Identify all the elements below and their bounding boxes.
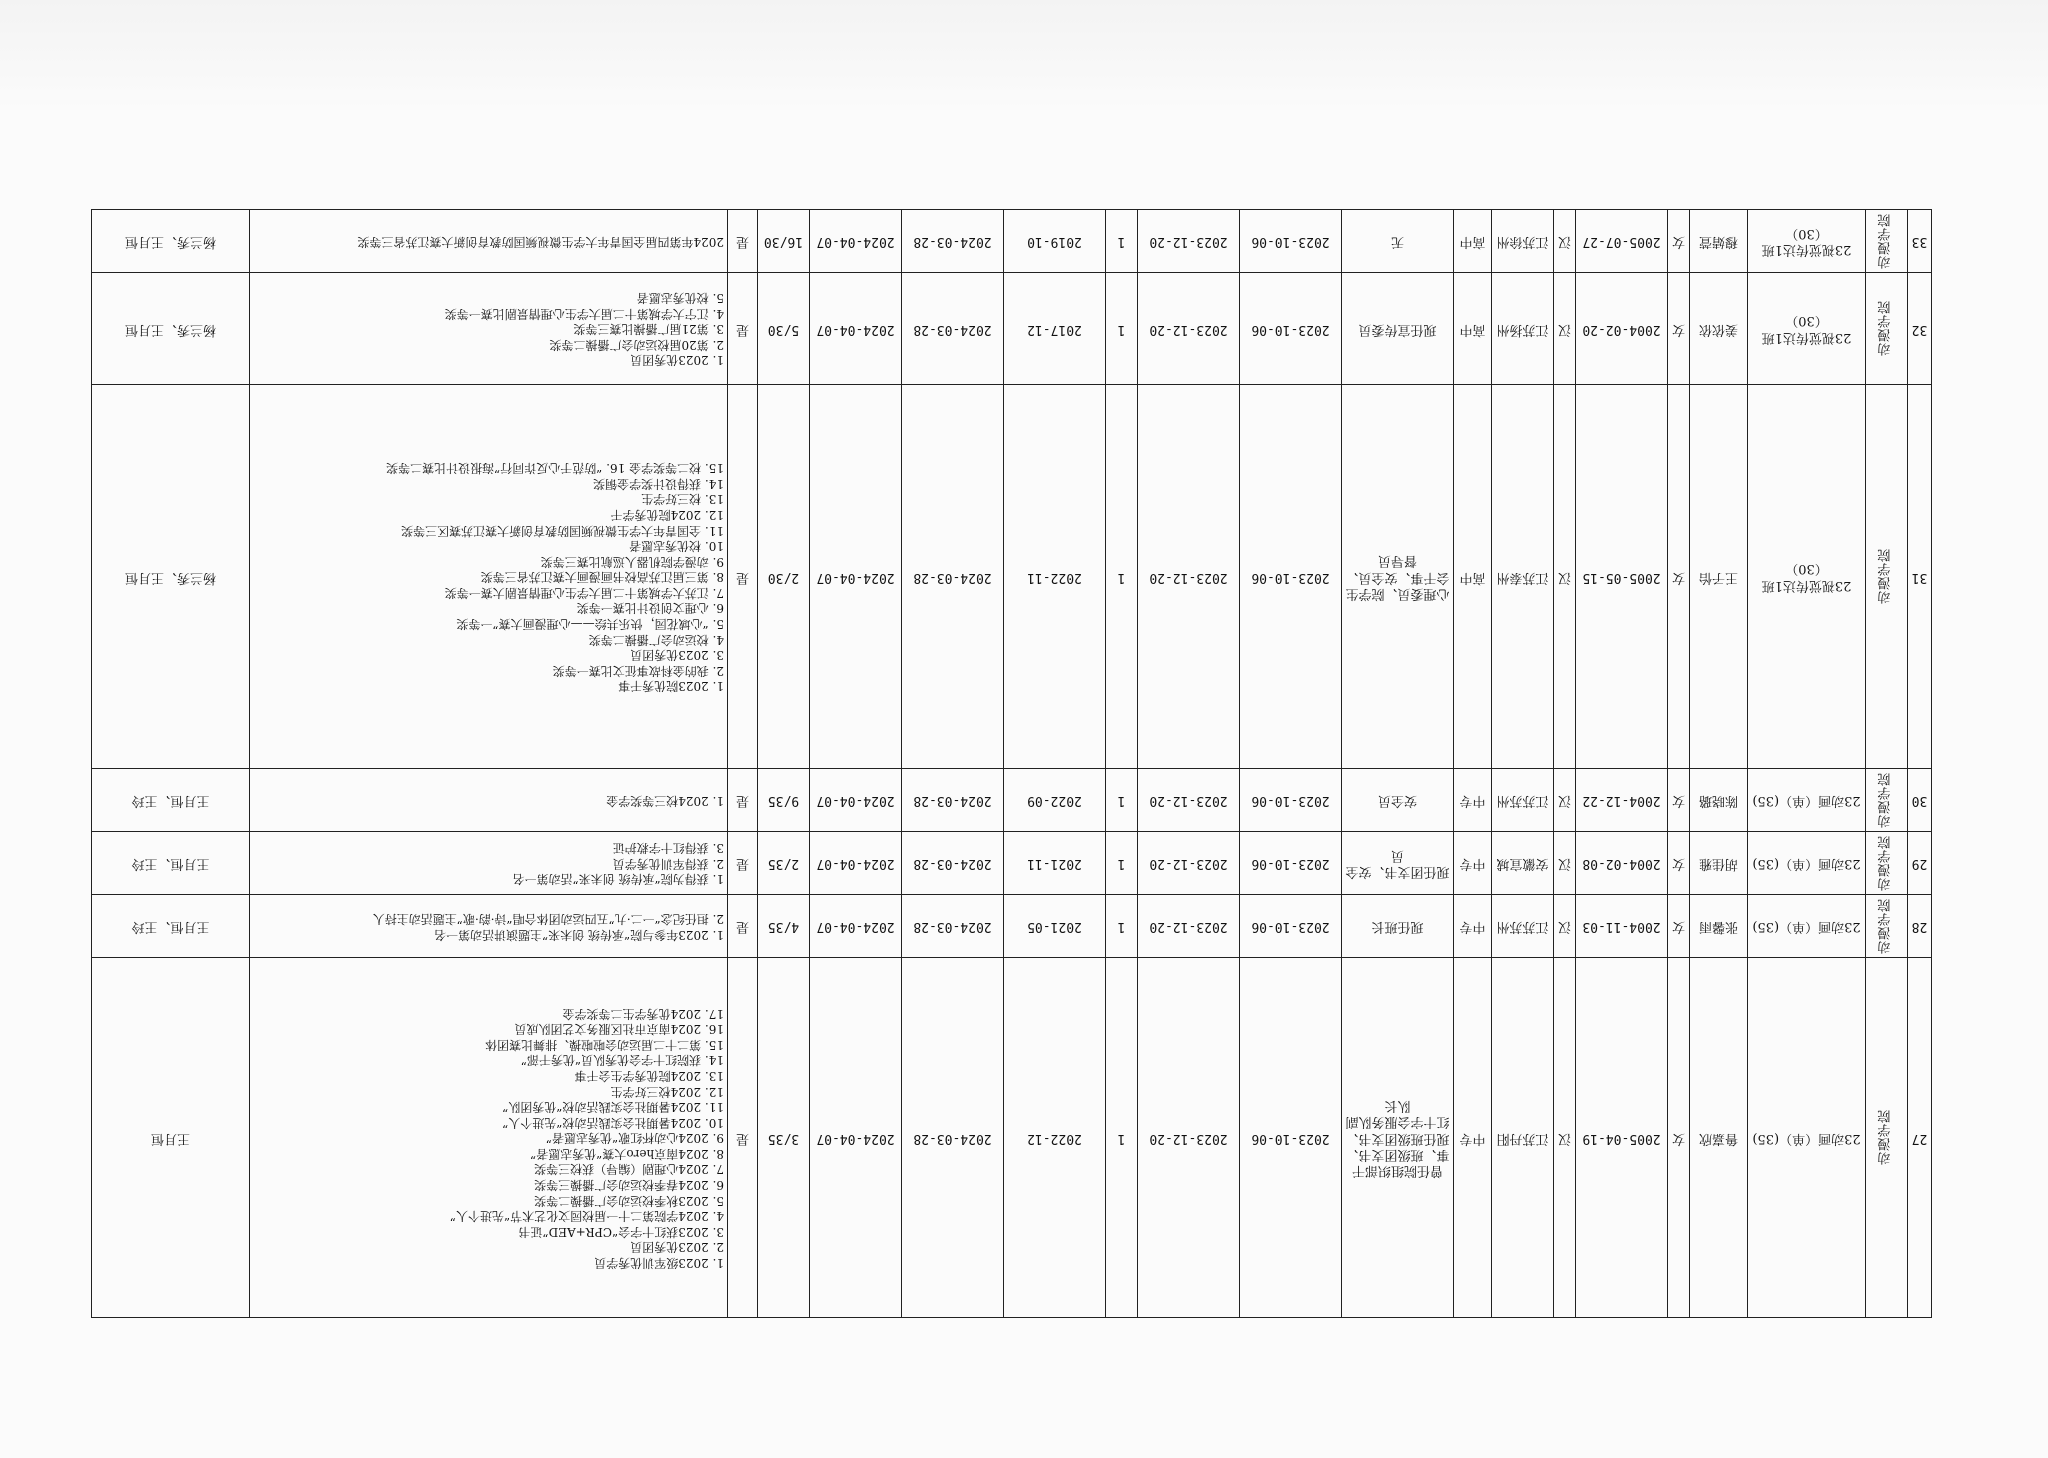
- apply-date-cell: 2023-10-06: [1240, 832, 1342, 895]
- ethnic-cell: 汉: [1554, 273, 1576, 385]
- award-item: 2. 担任纪念“一二·九”五四运动团体合唱“诗·韵·歌”主题活动主持人: [372, 912, 724, 926]
- apply-date-cell: 2023-10-06: [1240, 273, 1342, 385]
- origin-cell: 安徽宣城: [1492, 832, 1554, 895]
- league-date-cell: 2021-05: [1004, 895, 1106, 958]
- awards-cell: [250, 769, 728, 832]
- awards-cell: [250, 273, 728, 385]
- league-date-cell: 2022-12: [1004, 958, 1106, 1318]
- post-cell: 现任班长: [1342, 895, 1454, 958]
- award-item: 2. 我的金科故事征文比赛一等奖: [552, 663, 724, 678]
- award-item: 5. 校优秀志愿者: [636, 291, 724, 306]
- rank-cell: 3/35: [758, 958, 810, 1318]
- award-item: 13. 校三好学生: [641, 492, 724, 507]
- birth-date-cell: 2005-05-15: [1576, 385, 1668, 769]
- ethnic-cell: 汉: [1554, 769, 1576, 832]
- rotated-table-wrapper: [92, 210, 1932, 1318]
- name-cell: 陈晓璐: [1690, 769, 1748, 832]
- recommender-cell: 杨兰秀、王月恒: [92, 385, 250, 769]
- class-cell: 23视觉传达1班（30）: [1748, 210, 1866, 273]
- gender-cell: 女: [1668, 273, 1690, 385]
- recommender-cell: 杨兰秀、王月恒: [92, 210, 250, 273]
- recommend-date-cell: 2024-04-07: [810, 958, 902, 1318]
- class-cell: 23动画（单）(35): [1748, 895, 1866, 958]
- award-item: 1. 2023优秀团员: [630, 353, 724, 368]
- education-cell: 中专: [1454, 958, 1492, 1318]
- pass-cell: 是: [728, 273, 758, 385]
- post-cell: 无: [1342, 210, 1454, 273]
- training-cell: 1: [1106, 385, 1138, 769]
- pass-cell: 是: [728, 385, 758, 769]
- table-row: [92, 210, 1932, 273]
- award-item: 17. 2024优秀学生二等奖学金: [562, 1006, 724, 1021]
- award-item: 11. 全国青年大学生微视频国防教育创新大赛江苏赛区三等奖: [401, 523, 724, 538]
- gender-cell: 女: [1668, 210, 1690, 273]
- college-cell: 动漫学院: [1866, 895, 1908, 958]
- award-item: 6. 心理文创设计比赛一等奖: [576, 601, 724, 616]
- apply-date-cell: 2023-10-06: [1240, 895, 1342, 958]
- activist-date-cell: 2023-12-20: [1138, 958, 1240, 1318]
- rank-cell: 2/30: [758, 385, 810, 769]
- award-item: 2. 获得军训优秀学员: [612, 856, 724, 871]
- training-cell: 1: [1106, 769, 1138, 832]
- recommender-cell: 王月恒: [92, 958, 250, 1318]
- awards-cell: [250, 958, 728, 1318]
- award-item: 2. 第20届校运动会广播操二等奖: [549, 337, 724, 352]
- gender-cell: 女: [1668, 832, 1690, 895]
- no-cell: 31: [1908, 385, 1932, 769]
- rank-cell: 2/35: [758, 832, 810, 895]
- college-cell: 动漫学院: [1866, 832, 1908, 895]
- rank-cell: 9/35: [758, 769, 810, 832]
- class-cell: 23动画（单）(35): [1748, 769, 1866, 832]
- activist-date-cell: 2023-12-20: [1138, 769, 1240, 832]
- award-item: 1. 2023年参与院“承传统 创未来”主题演讲活动第一名: [434, 927, 724, 942]
- origin-cell: 江苏泰州: [1492, 385, 1554, 769]
- college-cell: 动漫学院: [1866, 273, 1908, 385]
- birth-date-cell: 2004-12-22: [1576, 769, 1668, 832]
- award-item: 3. 第21届广播操比赛三等奖: [573, 322, 724, 337]
- education-cell: 中专: [1454, 769, 1492, 832]
- pass-cell: 是: [728, 832, 758, 895]
- recommender-cell: 王月恒、王玲: [92, 895, 250, 958]
- college-cell: 动漫学院: [1866, 385, 1908, 769]
- awards-cell: [250, 385, 728, 769]
- ethnic-cell: 汉: [1554, 895, 1576, 958]
- training-cell: 1: [1106, 210, 1138, 273]
- gender-cell: 女: [1668, 769, 1690, 832]
- award-item: 3. 获得红十字救护证: [612, 841, 724, 856]
- awards-cell: [250, 210, 728, 273]
- table-row: [92, 273, 1932, 385]
- no-cell: 33: [1908, 210, 1932, 273]
- rank-cell: 5/30: [758, 273, 810, 385]
- recommend-date-cell: 2024-04-07: [810, 832, 902, 895]
- award-item: 9. 2024心动杯红歌“优秀志愿者”: [545, 1131, 724, 1146]
- gender-cell: 女: [1668, 958, 1690, 1318]
- post-cell: 安全员: [1342, 769, 1454, 832]
- college-cell: 动漫学院: [1866, 769, 1908, 832]
- award-item: 11. 2024暑期社会实践活动校“优秀团队”: [502, 1100, 724, 1115]
- award-item: 12. 2024校三好学生: [610, 1084, 724, 1099]
- name-cell: 王子怡: [1690, 385, 1748, 769]
- activist-date-cell: 2023-12-20: [1138, 832, 1240, 895]
- award-item: 7. 2024心理剧（编导）获校三等奖: [534, 1162, 724, 1177]
- review-date-cell: 2024-03-28: [902, 895, 1004, 958]
- education-cell: 高中: [1454, 385, 1492, 769]
- award-item: 3. 2023获红十字会“CPR+AED”证书: [518, 1224, 724, 1239]
- award-item: 10. 校优秀志愿者: [629, 539, 724, 554]
- name-cell: 胡佳雅: [1690, 832, 1748, 895]
- award-item: 14. 获院红十字会优秀队员“优秀干部”: [520, 1053, 724, 1068]
- ethnic-cell: 汉: [1554, 832, 1576, 895]
- recommender-cell: 王月恒、王玲: [92, 769, 250, 832]
- recommend-date-cell: 2024-04-07: [810, 273, 902, 385]
- table-row: [92, 385, 1932, 769]
- recommender-cell: 王月恒、王玲: [92, 832, 250, 895]
- birth-date-cell: 2004-02-08: [1576, 832, 1668, 895]
- origin-cell: 江苏苏州: [1492, 895, 1554, 958]
- award-item: 15. 校二等奖学金 16. “防范于心反诈同行”海报设计比赛二等奖: [386, 461, 724, 476]
- award-item: 1. 2023级军训优秀学员: [594, 1256, 724, 1271]
- education-cell: 高中: [1454, 273, 1492, 385]
- review-date-cell: 2024-03-28: [902, 958, 1004, 1318]
- award-item: 6. 2024春季校运动会广播操三等奖: [534, 1178, 724, 1193]
- training-cell: 1: [1106, 895, 1138, 958]
- post-cell: 心理委员、院学生会干事、安全员、督导员: [1342, 385, 1454, 769]
- post-cell: 曾任院组织部干事、班级团支书、现任班级团支书、红十字会服务队副队长: [1342, 958, 1454, 1318]
- training-cell: 1: [1106, 958, 1138, 1318]
- award-item: 14. 获得设计奖学金铜奖: [593, 476, 724, 491]
- award-item: 7. 江苏大学城第十二届大学生心理情景剧大赛一等奖: [444, 585, 724, 600]
- college-cell: 动漫学院: [1866, 958, 1908, 1318]
- award-item: 4. 江宁大学城第十二届大学生心理情景剧比赛一等奖: [444, 306, 724, 321]
- name-cell: 穆婧萱: [1690, 210, 1748, 273]
- activist-date-cell: 2023-12-20: [1138, 385, 1240, 769]
- review-date-cell: 2024-03-28: [902, 832, 1004, 895]
- league-date-cell: 2022-09: [1004, 769, 1106, 832]
- award-item: 13. 2024院优秀学生会干事: [574, 1068, 724, 1083]
- award-item: 8. 2024南京hero大赛“优秀志愿者”: [530, 1146, 724, 1161]
- awards-cell: [250, 895, 728, 958]
- apply-date-cell: 2023-10-06: [1240, 210, 1342, 273]
- no-cell: 32: [1908, 273, 1932, 385]
- award-item: 9. 动漫学院机器人巡航比赛三等奖: [540, 554, 724, 569]
- ethnic-cell: 汉: [1554, 385, 1576, 769]
- roster-table: [91, 209, 1932, 1318]
- award-item: 3. 2023优秀团员: [630, 648, 724, 663]
- class-cell: 23视觉传达1班（30）: [1748, 385, 1866, 769]
- table-row: [92, 769, 1932, 832]
- award-item: 1. 2024校三等奖学金: [606, 793, 724, 808]
- college-cell: 动漫学院: [1866, 210, 1908, 273]
- apply-date-cell: 2023-10-06: [1240, 385, 1342, 769]
- table-row: [92, 895, 1932, 958]
- award-item: 16. 2024南京市社区服务文艺团队成员: [514, 1022, 724, 1037]
- no-cell: 29: [1908, 832, 1932, 895]
- origin-cell: 江苏丹阳: [1492, 958, 1554, 1318]
- post-cell: 现任宣传委员: [1342, 273, 1454, 385]
- award-item: 4. 校运动会广播操二等奖: [588, 632, 724, 647]
- origin-cell: 江苏扬州: [1492, 273, 1554, 385]
- gender-cell: 女: [1668, 895, 1690, 958]
- education-cell: 中专: [1454, 895, 1492, 958]
- birth-date-cell: 2005-04-19: [1576, 958, 1668, 1318]
- no-cell: 28: [1908, 895, 1932, 958]
- recommend-date-cell: 2024-04-07: [810, 210, 902, 273]
- no-cell: 30: [1908, 769, 1932, 832]
- ethnic-cell: 汉: [1554, 210, 1576, 273]
- recommend-date-cell: 2024-04-07: [810, 385, 902, 769]
- award-item: 5. 2023秋季校运动会广播操二等奖: [534, 1193, 724, 1208]
- apply-date-cell: 2023-10-06: [1240, 769, 1342, 832]
- name-cell: 姜依依: [1690, 273, 1748, 385]
- education-cell: 中专: [1454, 832, 1492, 895]
- activist-date-cell: 2023-12-20: [1138, 273, 1240, 385]
- award-item: 2024年第四届全国青年大学生微视频国防教育创新大赛江苏省三等奖: [357, 234, 724, 249]
- roster-body: [92, 210, 1932, 1318]
- recommend-date-cell: 2024-04-07: [810, 895, 902, 958]
- league-date-cell: 2021-11: [1004, 832, 1106, 895]
- class-cell: 23视觉传达1班（30）: [1748, 273, 1866, 385]
- post-cell: 现任团支书、安全员: [1342, 832, 1454, 895]
- review-date-cell: 2024-03-28: [902, 769, 1004, 832]
- award-item: 4. 2024学院第二十一届校园文化艺术节“先进个人”: [449, 1209, 724, 1224]
- birth-date-cell: 2004-11-03: [1576, 895, 1668, 958]
- award-item: 5. “心域花园，快乐共绘——心理漫画大赛”一等奖: [456, 617, 724, 632]
- review-date-cell: 2024-03-28: [902, 210, 1004, 273]
- activist-date-cell: 2023-12-20: [1138, 895, 1240, 958]
- rank-cell: 16/30: [758, 210, 810, 273]
- class-cell: 23动画（单）(35): [1748, 832, 1866, 895]
- award-item: 1. 2023院优秀干事: [618, 679, 724, 694]
- award-item: 10. 2024暑期社会实践活动校“先进个人”: [502, 1115, 724, 1130]
- scan-shadow: [0, 0, 2048, 110]
- league-date-cell: 2017-12: [1004, 273, 1106, 385]
- ethnic-cell: 汉: [1554, 958, 1576, 1318]
- pass-cell: 是: [728, 958, 758, 1318]
- award-item: 15. 第二十二届运动会啦啦操、排舞比赛团体: [485, 1037, 724, 1052]
- name-cell: 鲁嘉欣: [1690, 958, 1748, 1318]
- training-cell: 1: [1106, 273, 1138, 385]
- pass-cell: 是: [728, 895, 758, 958]
- recommender-cell: 杨兰秀、王月恒: [92, 273, 250, 385]
- training-cell: 1: [1106, 832, 1138, 895]
- pass-cell: 是: [728, 210, 758, 273]
- award-item: 1. 获得为院“承传统 创未来”活动第一名: [512, 872, 724, 887]
- no-cell: 27: [1908, 958, 1932, 1318]
- class-cell: 23动画（单）(35): [1748, 958, 1866, 1318]
- table-row: [92, 832, 1932, 895]
- award-item: 12. 2024院优秀学干: [610, 507, 724, 522]
- award-item: 8. 第三届江苏高校书画漫画大赛江苏省三等奖: [480, 570, 724, 585]
- birth-date-cell: 2005-07-27: [1576, 210, 1668, 273]
- awards-cell: [250, 832, 728, 895]
- pass-cell: 是: [728, 769, 758, 832]
- activist-date-cell: 2023-12-20: [1138, 210, 1240, 273]
- birth-date-cell: 2004-02-20: [1576, 273, 1668, 385]
- league-date-cell: 2022-11: [1004, 385, 1106, 769]
- origin-cell: 江苏徐州: [1492, 210, 1554, 273]
- education-cell: 高中: [1454, 210, 1492, 273]
- review-date-cell: 2024-03-28: [902, 273, 1004, 385]
- league-date-cell: 2019-10: [1004, 210, 1106, 273]
- origin-cell: 江苏苏州: [1492, 769, 1554, 832]
- award-item: 2. 2023优秀团员: [630, 1240, 724, 1255]
- name-cell: 张馨雨: [1690, 895, 1748, 958]
- rank-cell: 4/35: [758, 895, 810, 958]
- recommend-date-cell: 2024-04-07: [810, 769, 902, 832]
- gender-cell: 女: [1668, 385, 1690, 769]
- review-date-cell: 2024-03-28: [902, 385, 1004, 769]
- apply-date-cell: 2023-10-06: [1240, 958, 1342, 1318]
- table-row: [92, 958, 1932, 1318]
